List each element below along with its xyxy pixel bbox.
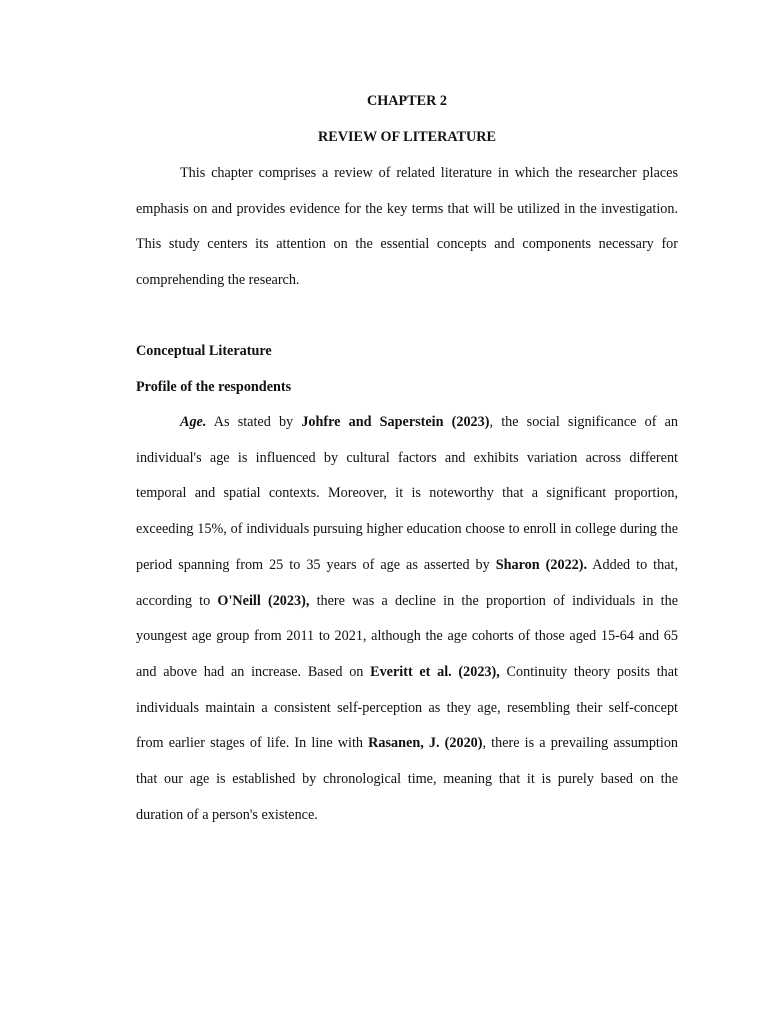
text-span: As stated by [206,414,302,430]
citation: Sharon (2022). [495,556,588,573]
intro-paragraph [136,156,678,299]
chapter-title: REVIEW OF LITERATURE [318,129,496,145]
citation: O'Neill (2023), [217,592,310,609]
citation: Johfre and Saperstein (2023) [301,414,490,430]
citation: Rasanen, J. (2020) [368,735,483,752]
chapter-number: CHAPTER 2 [366,93,447,109]
text-span: , there is a prevailing assumption that our age is established by chronological time, meaning that it is purely based on the duration of a person's existence. [136,735,679,823]
intro-text: This chapter comprises a review of related literature in which the researcher places emphasis on and provides evidence for the key terms that will be utilized in the investigation. This study centers its attention on the essential concepts and components necessary for comprehending the research. [136,165,678,289]
citation: Everitt et al. (2023), [370,663,500,680]
age-paragraph [136,405,678,833]
section-heading-conceptual: Conceptual Literature [136,343,272,359]
text-span: Added to that, according to [136,556,678,609]
section-heading-profile: Profile of the respondents [136,379,292,395]
term-age: Age. [180,414,207,430]
text-span: Continuity theory posits that individuals maintain a consistent self-perception as they age, resembling their self-concept from earlier stages of life. In line with [136,663,678,752]
text-span: there was a decline in the proportion of individuals in the youngest age group from 2011 to 2021, although the age cohorts of those aged 15-64 and 65 and above had an increase. Based on [136,592,679,680]
text-span: , the social significance of an individual's age is influenced by cultural factors and exhibits variation across different temporal and spatial contexts. Moreover, it is noteworthy that a significant proportion, exceeding 15%, of individuals pursuing higher education choose to enroll in college during the period spanning from 25 to 35 years of age as asserted by [136,414,679,573]
